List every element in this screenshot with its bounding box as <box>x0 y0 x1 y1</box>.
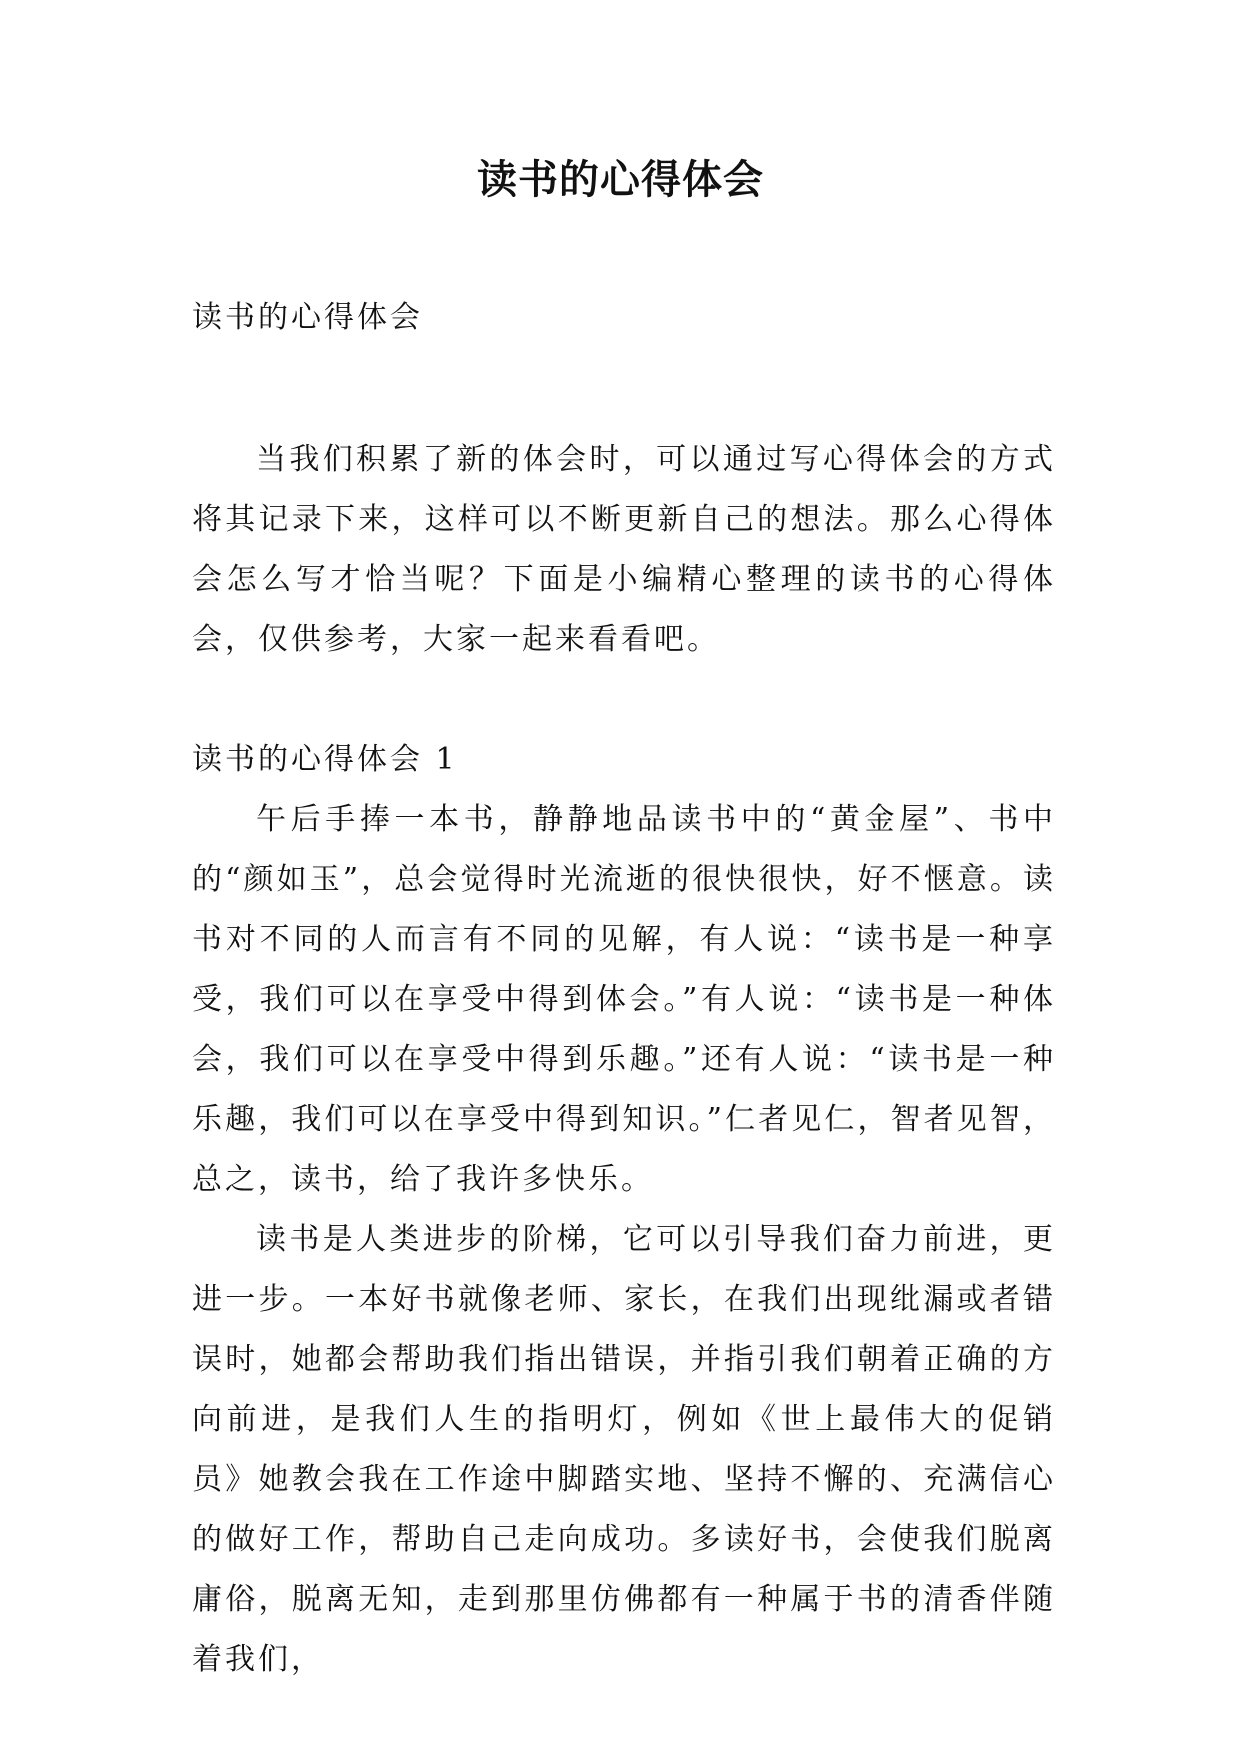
section-heading: 读书的心得体会 1 <box>192 742 458 777</box>
intro-paragraph: 当我们积累了新的体会时，可以通过写心得体会的方式将其记录下来，这样可以不断更新自己的想法。那么心得体会怎么写才恰当呢？下面是小编精心整理的读书的心得体会，仅供参考，大家一起来看看吧。 <box>192 442 1056 657</box>
document-title: 读书的心得体会 <box>477 156 764 203</box>
document-body <box>192 288 1056 1690</box>
body-paragraph: 午后手捧一本书，静静地品读书中的“黄金屋”、书中的“颜如玉”，总会觉得时光流逝的很快很快，好不惬意。读书对不同的人而言有不同的见解，有人说：“读书是一种享受，我们可以在享受中得到体会。”有人说：“读书是一种体会，我们可以在享受中得到乐趣。”还有人说：“读书是一种乐趣，我们可以在享受中得到知识。”仁者见仁，智者见智，总之，读书，给了我许多快乐。 <box>192 802 1056 1197</box>
document-subtitle: 读书的心得体会 <box>192 300 423 335</box>
body-paragraph: 读书是人类进步的阶梯，它可以引导我们奋力前进，更进一步。一本好书就像老师、家长，在我们出现纰漏或者错误时，她都会帮助我们指出错误，并指引我们朝着正确的方向前进，是我们人生的指明灯，例如《世上最伟大的促销员》她教会我在工作途中脚踏实地、坚持不懈的、充满信心的做好工作，帮助自己走向成功。多读好书，会使我们脱离庸俗，脱离无知，走到那里仿佛都有一种属于书的清香伴随着我们， <box>192 1222 1056 1677</box>
